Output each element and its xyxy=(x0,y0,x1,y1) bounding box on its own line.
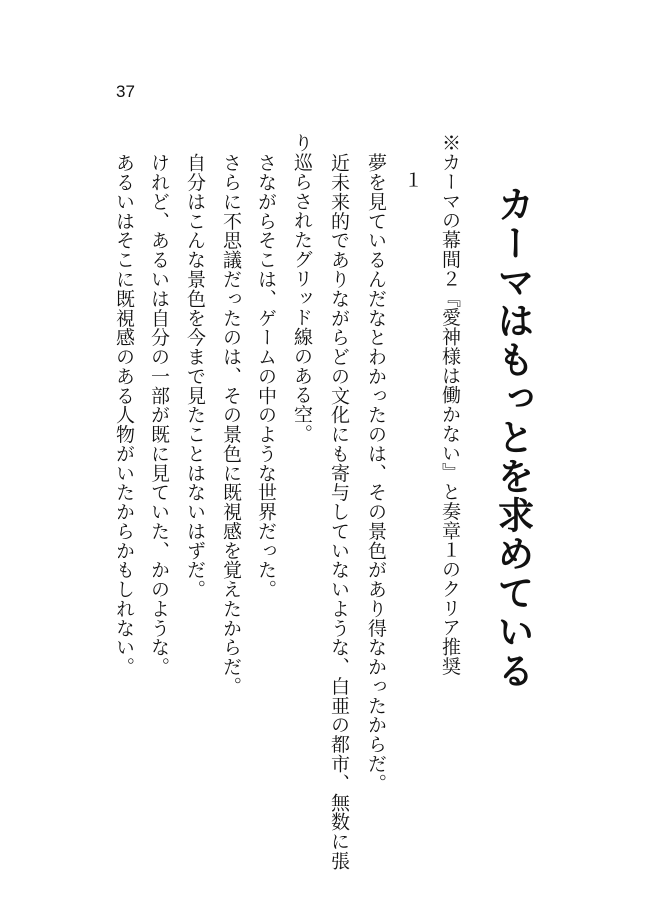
body-line: 夢を見ているんだなとわかったのは、その景色があり得なかったからだ。 xyxy=(365,153,387,793)
body-line: さらに不思議だったのは、その景色に既視感を覚えたからだ。 xyxy=(220,153,242,696)
chapter-title: カーマはもっとを求めている xyxy=(491,185,534,691)
page-number: 37 xyxy=(116,82,135,101)
body-line: あるいはそこに既視感のある人物がいたからかもしれない。 xyxy=(113,153,135,677)
body-line: 近未来的でありながらどの文化にも寄与していないような、白亜の都市、無数に張 xyxy=(328,153,350,871)
body-line: 自分はこんな景色を今まで見たことはないはずだ。 xyxy=(184,153,206,599)
section-number: １ xyxy=(401,170,423,190)
prerequisite-note: ※カーマの幕間２『愛神様は働かない』と奏章１のクリア推奨 xyxy=(439,133,461,676)
body-line: けれど、あるいは自分の一部が既に見ていた、かのような。 xyxy=(148,153,170,677)
body-line: り巡らされたグリッド線のある空。 xyxy=(291,133,313,444)
body-line: さながらそこは、ゲームの中のような世界だった。 xyxy=(255,153,277,599)
